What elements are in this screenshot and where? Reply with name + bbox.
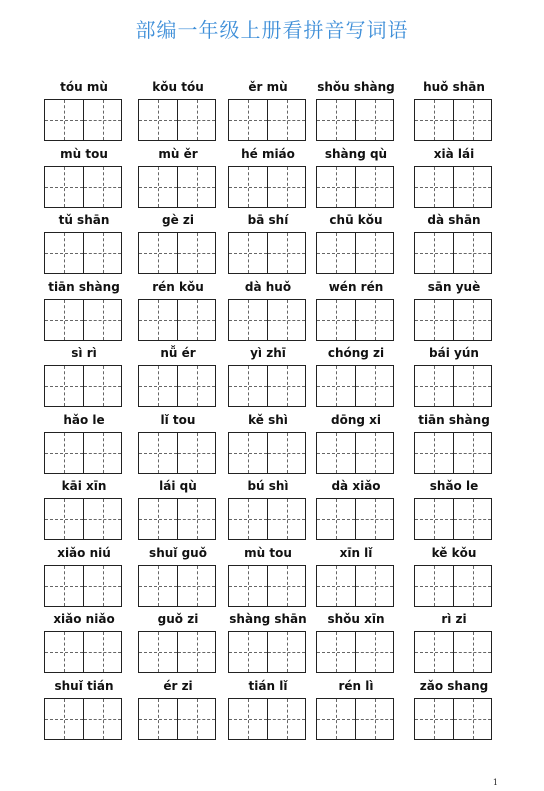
writing-boxes[interactable] xyxy=(228,698,306,740)
writing-boxes[interactable] xyxy=(44,565,122,607)
tian-zi-cell[interactable] xyxy=(453,566,491,606)
writing-boxes[interactable] xyxy=(228,166,306,208)
pinyin-label: dà xiǎo xyxy=(331,479,381,493)
writing-boxes[interactable] xyxy=(316,99,394,141)
pinyin-label: shàng qù xyxy=(324,146,388,161)
pinyin-label: bái yún xyxy=(429,346,479,360)
word-item xyxy=(414,679,494,741)
tian-zi-cell[interactable] xyxy=(139,366,177,406)
tian-zi-cell[interactable] xyxy=(177,632,215,672)
tian-zi-cell[interactable] xyxy=(177,499,215,539)
writing-boxes[interactable] xyxy=(316,365,394,407)
writing-boxes[interactable] xyxy=(228,232,306,274)
writing-boxes[interactable] xyxy=(414,432,492,474)
tian-zi-cell[interactable] xyxy=(45,499,83,539)
tian-zi-cell[interactable] xyxy=(415,167,453,207)
pinyin-label: ěr mù xyxy=(248,80,288,94)
pinyin-label: tóu mù xyxy=(60,80,108,94)
pinyin-label: hǎo le xyxy=(63,412,105,427)
pinyin-label: shuǐ guǒ xyxy=(149,545,207,560)
tian-zi-cell[interactable] xyxy=(355,699,393,739)
tian-zi-cell[interactable] xyxy=(355,167,393,207)
pinyin-label: ér zi xyxy=(163,678,193,693)
writing-boxes[interactable] xyxy=(138,166,216,208)
pinyin-label: sān yuè xyxy=(427,279,481,294)
word-item xyxy=(44,80,124,142)
page-title: 部编一年级上册看拼音写词语 xyxy=(135,18,409,42)
tian-zi-cell[interactable] xyxy=(415,632,453,672)
tian-zi-cell[interactable] xyxy=(139,100,177,140)
pinyin-label: xiǎo niú xyxy=(57,545,111,560)
tian-zi-cell[interactable] xyxy=(355,499,393,539)
pinyin-label: tián lǐ xyxy=(248,678,288,693)
word-item xyxy=(316,679,396,741)
tian-zi-cell[interactable] xyxy=(267,632,305,672)
tian-zi-cell[interactable] xyxy=(45,366,83,406)
pinyin-label: zǎo shang xyxy=(419,678,489,693)
tian-zi-cell[interactable] xyxy=(177,433,215,473)
writing-boxes[interactable] xyxy=(138,498,216,540)
word-item xyxy=(228,413,308,475)
word-item xyxy=(228,80,308,142)
tian-zi-cell[interactable] xyxy=(229,300,267,340)
tian-zi-cell[interactable] xyxy=(229,699,267,739)
pinyin-label: rén kǒu xyxy=(152,279,204,294)
writing-boxes[interactable] xyxy=(228,631,306,673)
tian-zi-cell[interactable] xyxy=(453,233,491,273)
tian-zi-cell[interactable] xyxy=(83,366,121,406)
tian-zi-cell[interactable] xyxy=(229,366,267,406)
writing-boxes[interactable] xyxy=(414,365,492,407)
writing-boxes[interactable] xyxy=(316,232,394,274)
word-item xyxy=(414,479,494,541)
word-item xyxy=(138,546,218,608)
tian-zi-cell[interactable] xyxy=(83,699,121,739)
pinyin-label: shǒu xīn xyxy=(327,612,385,626)
writing-boxes[interactable] xyxy=(44,232,122,274)
pinyin-label: hé miáo xyxy=(241,146,295,161)
tian-zi-cell[interactable] xyxy=(415,699,453,739)
pinyin-label: mù ěr xyxy=(158,146,198,161)
pinyin-label: tiān shàng xyxy=(48,279,120,294)
word-item xyxy=(44,346,124,408)
word-item xyxy=(414,280,494,342)
tian-zi-cell[interactable] xyxy=(317,300,355,340)
tian-zi-cell[interactable] xyxy=(139,433,177,473)
word-item xyxy=(414,80,494,142)
writing-boxes[interactable] xyxy=(228,565,306,607)
tian-zi-cell[interactable] xyxy=(453,167,491,207)
pinyin-label: rì zi xyxy=(441,612,467,626)
word-item xyxy=(138,413,218,475)
writing-boxes[interactable] xyxy=(44,99,122,141)
tian-zi-cell[interactable] xyxy=(267,366,305,406)
pinyin-label: kě kǒu xyxy=(431,545,477,560)
writing-boxes[interactable] xyxy=(138,698,216,740)
pinyin-label: bā shí xyxy=(247,213,289,227)
tian-zi-cell[interactable] xyxy=(229,100,267,140)
tian-zi-cell[interactable] xyxy=(139,300,177,340)
tian-zi-cell[interactable] xyxy=(177,566,215,606)
word-item xyxy=(316,147,396,209)
word-item xyxy=(316,346,396,408)
tian-zi-cell[interactable] xyxy=(177,233,215,273)
tian-zi-cell[interactable] xyxy=(83,300,121,340)
tian-zi-cell[interactable] xyxy=(45,100,83,140)
writing-boxes[interactable] xyxy=(414,565,492,607)
word-item xyxy=(138,147,218,209)
word-item xyxy=(228,546,308,608)
tian-zi-cell[interactable] xyxy=(415,433,453,473)
tian-zi-cell[interactable] xyxy=(229,566,267,606)
pinyin-label: dà huǒ xyxy=(244,279,292,294)
word-item xyxy=(316,546,396,608)
tian-zi-cell[interactable] xyxy=(83,433,121,473)
pinyin-label: yì zhī xyxy=(250,346,286,360)
pinyin-label: xiǎo niǎo xyxy=(53,612,115,626)
tian-zi-cell[interactable] xyxy=(317,233,355,273)
word-item xyxy=(316,280,396,342)
writing-boxes[interactable] xyxy=(316,698,394,740)
writing-boxes[interactable] xyxy=(414,498,492,540)
pinyin-label: bú shì xyxy=(247,479,289,493)
tian-zi-cell[interactable] xyxy=(83,233,121,273)
tian-zi-cell[interactable] xyxy=(229,233,267,273)
word-item xyxy=(228,213,308,275)
word-item xyxy=(138,346,218,408)
page-number: 1 xyxy=(492,778,498,787)
pinyin-label: lái qù xyxy=(159,479,197,493)
tian-zi-cell[interactable] xyxy=(317,632,355,672)
word-item xyxy=(44,147,124,209)
writing-boxes[interactable] xyxy=(44,166,122,208)
tian-zi-cell[interactable] xyxy=(355,100,393,140)
tian-zi-cell[interactable] xyxy=(355,300,393,340)
tian-zi-cell[interactable] xyxy=(415,366,453,406)
writing-boxes[interactable] xyxy=(228,432,306,474)
word-item xyxy=(138,679,218,741)
pinyin-label: kāi xīn xyxy=(61,479,107,493)
tian-zi-cell[interactable] xyxy=(83,566,121,606)
word-item xyxy=(414,213,494,275)
pinyin-label: kǒu tóu xyxy=(152,80,204,94)
tian-zi-cell[interactable] xyxy=(355,433,393,473)
writing-boxes[interactable] xyxy=(138,365,216,407)
word-item xyxy=(316,213,396,275)
tian-zi-cell[interactable] xyxy=(177,167,215,207)
word-item xyxy=(316,479,396,541)
tian-zi-cell[interactable] xyxy=(267,300,305,340)
pinyin-label: shuǐ tián xyxy=(54,678,114,693)
tian-zi-cell[interactable] xyxy=(317,167,355,207)
tian-zi-cell[interactable] xyxy=(177,300,215,340)
pinyin-label: dōng xi xyxy=(331,412,381,427)
writing-boxes[interactable] xyxy=(414,299,492,341)
writing-boxes[interactable] xyxy=(414,698,492,740)
pinyin-label: chóng zi xyxy=(327,346,385,360)
pinyin-label: guǒ zi xyxy=(157,612,199,626)
tian-zi-cell[interactable] xyxy=(453,699,491,739)
tian-zi-cell[interactable] xyxy=(415,233,453,273)
tian-zi-cell[interactable] xyxy=(45,433,83,473)
writing-boxes[interactable] xyxy=(44,631,122,673)
pinyin-label: kě shì xyxy=(248,412,288,427)
pinyin-label: xīn lǐ xyxy=(339,545,373,560)
writing-boxes[interactable] xyxy=(316,498,394,540)
word-item xyxy=(138,80,218,142)
writing-boxes[interactable] xyxy=(228,99,306,141)
writing-boxes[interactable] xyxy=(138,631,216,673)
tian-zi-cell[interactable] xyxy=(139,233,177,273)
pinyin-label: sì rì xyxy=(71,346,97,360)
writing-boxes[interactable] xyxy=(44,365,122,407)
word-item xyxy=(228,280,308,342)
tian-zi-cell[interactable] xyxy=(139,167,177,207)
tian-zi-cell[interactable] xyxy=(317,699,355,739)
word-item xyxy=(228,147,308,209)
writing-boxes[interactable] xyxy=(316,631,394,673)
pinyin-label: huǒ shān xyxy=(423,80,485,94)
tian-zi-cell[interactable] xyxy=(317,499,355,539)
pinyin-label: nǚ ér xyxy=(160,346,196,360)
tian-zi-cell[interactable] xyxy=(229,167,267,207)
tian-zi-cell[interactable] xyxy=(139,632,177,672)
tian-zi-cell[interactable] xyxy=(45,300,83,340)
pinyin-label: wén rén xyxy=(328,279,384,294)
word-item xyxy=(44,413,124,475)
tian-zi-cell[interactable] xyxy=(229,433,267,473)
pinyin-label: dà shān xyxy=(427,213,481,227)
writing-boxes[interactable] xyxy=(44,498,122,540)
tian-zi-cell[interactable] xyxy=(177,699,215,739)
writing-boxes[interactable] xyxy=(228,498,306,540)
tian-zi-cell[interactable] xyxy=(45,632,83,672)
tian-zi-cell[interactable] xyxy=(415,499,453,539)
word-item xyxy=(44,213,124,275)
writing-boxes[interactable] xyxy=(414,232,492,274)
writing-boxes[interactable] xyxy=(316,166,394,208)
pinyin-label: mù tou xyxy=(244,545,292,560)
pinyin-label: tiān shàng xyxy=(418,412,490,427)
word-item xyxy=(316,80,396,142)
word-item xyxy=(228,346,308,408)
word-item xyxy=(414,147,494,209)
writing-boxes[interactable] xyxy=(44,299,122,341)
pinyin-label: chū kǒu xyxy=(329,213,383,227)
word-item xyxy=(44,479,124,541)
tian-zi-cell[interactable] xyxy=(267,566,305,606)
writing-boxes[interactable] xyxy=(316,432,394,474)
tian-zi-cell[interactable] xyxy=(317,100,355,140)
tian-zi-cell[interactable] xyxy=(177,100,215,140)
tian-zi-cell[interactable] xyxy=(453,632,491,672)
tian-zi-cell[interactable] xyxy=(267,499,305,539)
tian-zi-cell[interactable] xyxy=(45,566,83,606)
word-item xyxy=(316,612,396,674)
tian-zi-cell[interactable] xyxy=(45,699,83,739)
writing-boxes[interactable] xyxy=(44,698,122,740)
word-item xyxy=(138,479,218,541)
word-item xyxy=(138,612,218,674)
writing-boxes[interactable] xyxy=(138,299,216,341)
tian-zi-cell[interactable] xyxy=(453,499,491,539)
word-item xyxy=(44,612,124,674)
tian-zi-cell[interactable] xyxy=(83,632,121,672)
pinyin-label: shǒu shàng xyxy=(317,80,395,94)
pinyin-label: rén lì xyxy=(338,678,374,693)
word-item xyxy=(414,346,494,408)
tian-zi-cell[interactable] xyxy=(139,699,177,739)
tian-zi-cell[interactable] xyxy=(415,566,453,606)
tian-zi-cell[interactable] xyxy=(453,300,491,340)
word-item xyxy=(316,413,396,475)
tian-zi-cell[interactable] xyxy=(267,433,305,473)
tian-zi-cell[interactable] xyxy=(267,699,305,739)
pinyin-label: gè zi xyxy=(161,213,194,227)
writing-boxes[interactable] xyxy=(228,299,306,341)
tian-zi-cell[interactable] xyxy=(83,100,121,140)
tian-zi-cell[interactable] xyxy=(177,366,215,406)
word-item xyxy=(414,413,494,475)
tian-zi-cell[interactable] xyxy=(83,499,121,539)
writing-boxes[interactable] xyxy=(44,432,122,474)
writing-boxes[interactable] xyxy=(138,99,216,141)
word-item xyxy=(414,546,494,608)
tian-zi-cell[interactable] xyxy=(83,167,121,207)
word-item xyxy=(138,213,218,275)
pinyin-label: shàng shān xyxy=(229,612,307,626)
tian-zi-cell[interactable] xyxy=(355,366,393,406)
word-item xyxy=(44,280,124,342)
tian-zi-cell[interactable] xyxy=(139,499,177,539)
writing-boxes[interactable] xyxy=(316,299,394,341)
word-item xyxy=(44,679,124,741)
pinyin-label: mù tou xyxy=(60,146,108,161)
writing-boxes[interactable] xyxy=(316,565,394,607)
writing-boxes[interactable] xyxy=(414,166,492,208)
tian-zi-cell[interactable] xyxy=(453,100,491,140)
tian-zi-cell[interactable] xyxy=(45,167,83,207)
writing-boxes[interactable] xyxy=(138,565,216,607)
pinyin-label: shǎo le xyxy=(429,479,479,493)
tian-zi-cell[interactable] xyxy=(317,566,355,606)
writing-boxes[interactable] xyxy=(414,631,492,673)
pinyin-label: lǐ tou xyxy=(160,412,196,427)
tian-zi-cell[interactable] xyxy=(317,433,355,473)
tian-zi-cell[interactable] xyxy=(355,632,393,672)
tian-zi-cell[interactable] xyxy=(355,233,393,273)
word-item xyxy=(228,679,308,741)
writing-boxes[interactable] xyxy=(138,432,216,474)
tian-zi-cell[interactable] xyxy=(267,167,305,207)
word-item xyxy=(414,612,494,674)
tian-zi-cell[interactable] xyxy=(453,433,491,473)
word-item xyxy=(228,612,308,674)
writing-boxes[interactable] xyxy=(414,99,492,141)
tian-zi-cell[interactable] xyxy=(45,233,83,273)
tian-zi-cell[interactable] xyxy=(415,300,453,340)
word-item xyxy=(138,280,218,342)
word-item xyxy=(44,546,124,608)
tian-zi-cell[interactable] xyxy=(317,366,355,406)
tian-zi-cell[interactable] xyxy=(139,566,177,606)
tian-zi-cell[interactable] xyxy=(229,632,267,672)
tian-zi-cell[interactable] xyxy=(267,100,305,140)
tian-zi-cell[interactable] xyxy=(355,566,393,606)
writing-boxes[interactable] xyxy=(228,365,306,407)
tian-zi-cell[interactable] xyxy=(453,366,491,406)
tian-zi-cell[interactable] xyxy=(267,233,305,273)
pinyin-label: xià lái xyxy=(433,146,475,161)
writing-boxes[interactable] xyxy=(138,232,216,274)
word-item xyxy=(228,479,308,541)
pinyin-label: tǔ shān xyxy=(58,213,110,227)
tian-zi-cell[interactable] xyxy=(415,100,453,140)
tian-zi-cell[interactable] xyxy=(229,499,267,539)
